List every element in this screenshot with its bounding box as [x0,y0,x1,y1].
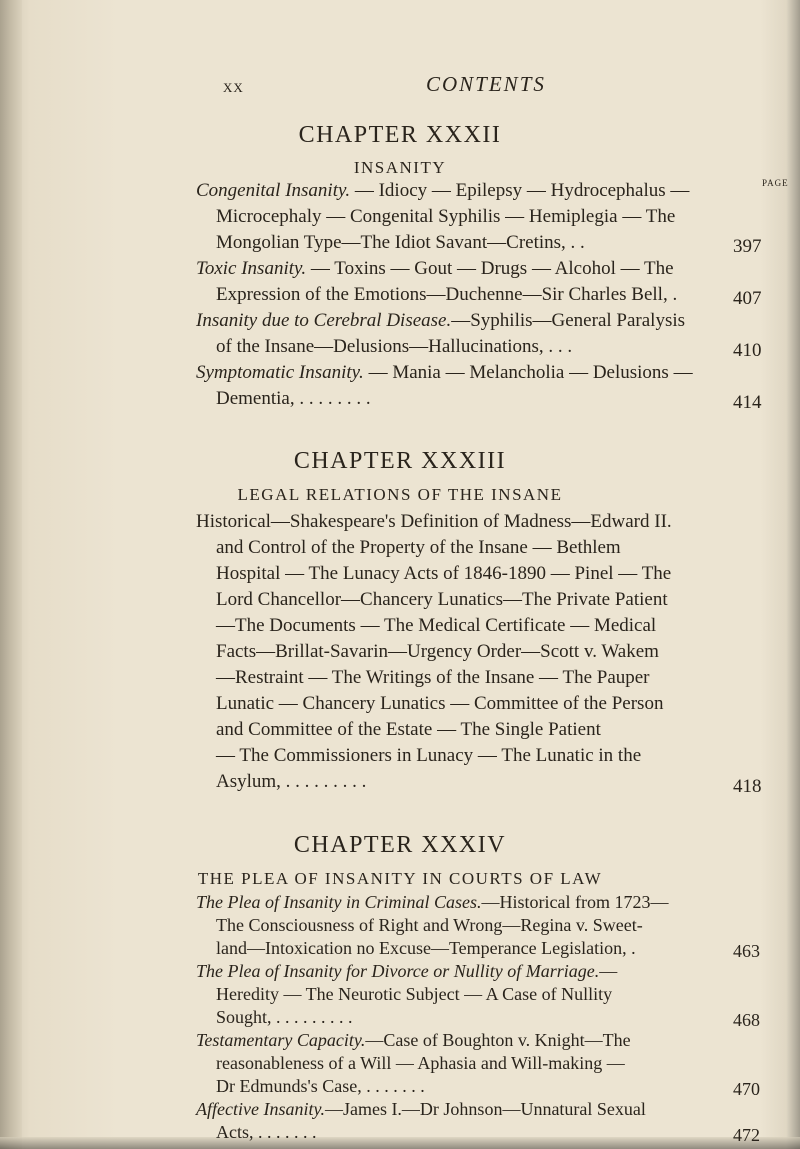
toc-line: — The Commissioners in Lunacy — The Lunatic in the [216,745,642,766]
page-number: 468 [733,1010,760,1030]
toc-line: Microcephaly — Congenital Syphilis — Hemiplegia — The [216,206,676,227]
page-number: 463 [733,941,760,961]
page-bottom-edge [0,1137,800,1149]
page-number-roman: XX [223,80,244,95]
toc-line: —Restraint — The Writings of the Insane — The Pauper [216,667,650,688]
toc-line: The Plea of Insanity for Divorce or Nullity of Marriage.— [196,961,618,981]
toc-line: and Control of the Property of the Insane — Bethlem [216,537,621,558]
toc-line: The Plea of Insanity in Criminal Cases.—Historical from 1723— [196,892,669,912]
page-number: 410 [733,340,762,361]
toc-line: Lunatic — Chancery Lunatics — Committee of the Person [216,693,664,714]
toc-line: Affective Insanity.—James I.—Dr Johnson—Unnatural Sexual [196,1099,646,1119]
toc-line: Insanity due to Cerebral Disease.—Syphilis—General Paralysis [196,310,686,331]
toc-line: Facts—Brillat-Savarin—Urgency Order—Scott v. Wakem [216,641,659,662]
toc-line: Congenital Insanity. — Idiocy — Epilepsy — Hydrocephalus — [196,180,690,201]
toc-line: Expression of the Emotions—Duchenne—Sir Charles Bell, . [216,284,678,305]
page-number: 414 [733,392,762,413]
toc-line: Dementia, . . . . . . . . [216,388,371,409]
chapter-heading: CHAPTER XXXIII [293,448,507,474]
toc-line: land—Intoxication no Excuse—Temperance Legislation, . [216,938,636,958]
toc-line: Hospital — The Lunacy Acts of 1846-1890 — Pinel — The [216,563,672,584]
toc-line: The Consciousness of Right and Wrong—Regina v. Sweet- [216,915,643,935]
page-column-label: PAGE [762,178,789,188]
chapter-heading: CHAPTER XXXIV [293,832,507,858]
toc-line: Mongolian Type—The Idiot Savant—Cretins, . . [216,232,585,253]
page-number: 397 [733,236,762,257]
toc-line: Toxic Insanity. — Toxins — Gout — Drugs — Alcohol — The [196,258,674,279]
toc-line: Heredity — The Neurotic Subject — A Case of Nullity [216,984,613,1004]
toc-line: reasonableness of a Will — Aphasia and Will-making — [216,1053,625,1073]
toc-line: Acts, . . . . . . . [216,1122,317,1142]
toc-line: Dr Edmunds's Case, . . . . . . . [216,1076,425,1096]
toc-line: and Committee of the Estate — The Single Patient [216,719,601,740]
toc-line: of the Insane—Delusions—Hallucinations, . . . [216,336,573,357]
toc-line: Testamentary Capacity.—Case of Boughton v. Knight—The [196,1030,631,1050]
chapter-subtitle: THE PLEA OF INSANITY IN COURTS OF LAW [197,869,603,888]
toc-line: Sought, . . . . . . . . . [216,1007,353,1027]
toc-line: —The Documents — The Medical Certificate — Medical [216,615,657,636]
toc-line: Lord Chancellor—Chancery Lunatics—The Private Patient [216,589,668,610]
page-number: 470 [733,1079,760,1099]
toc-line: Historical—Shakespeare's Definition of Madness—Edward II. [196,511,672,532]
toc-line: Symptomatic Insanity. — Mania — Melancholia — Delusions — [196,362,693,383]
toc-line: Asylum, . . . . . . . . . [216,771,367,792]
page-number: 418 [733,776,762,797]
page-number: 407 [733,288,762,309]
running-head: CONTENTS [426,72,546,96]
page-number: 472 [733,1125,760,1145]
chapter-subtitle: INSANITY [353,158,447,177]
chapter-heading: CHAPTER XXXII [298,122,502,148]
chapter-subtitle: LEGAL RELATIONS OF THE INSANE [237,485,563,504]
